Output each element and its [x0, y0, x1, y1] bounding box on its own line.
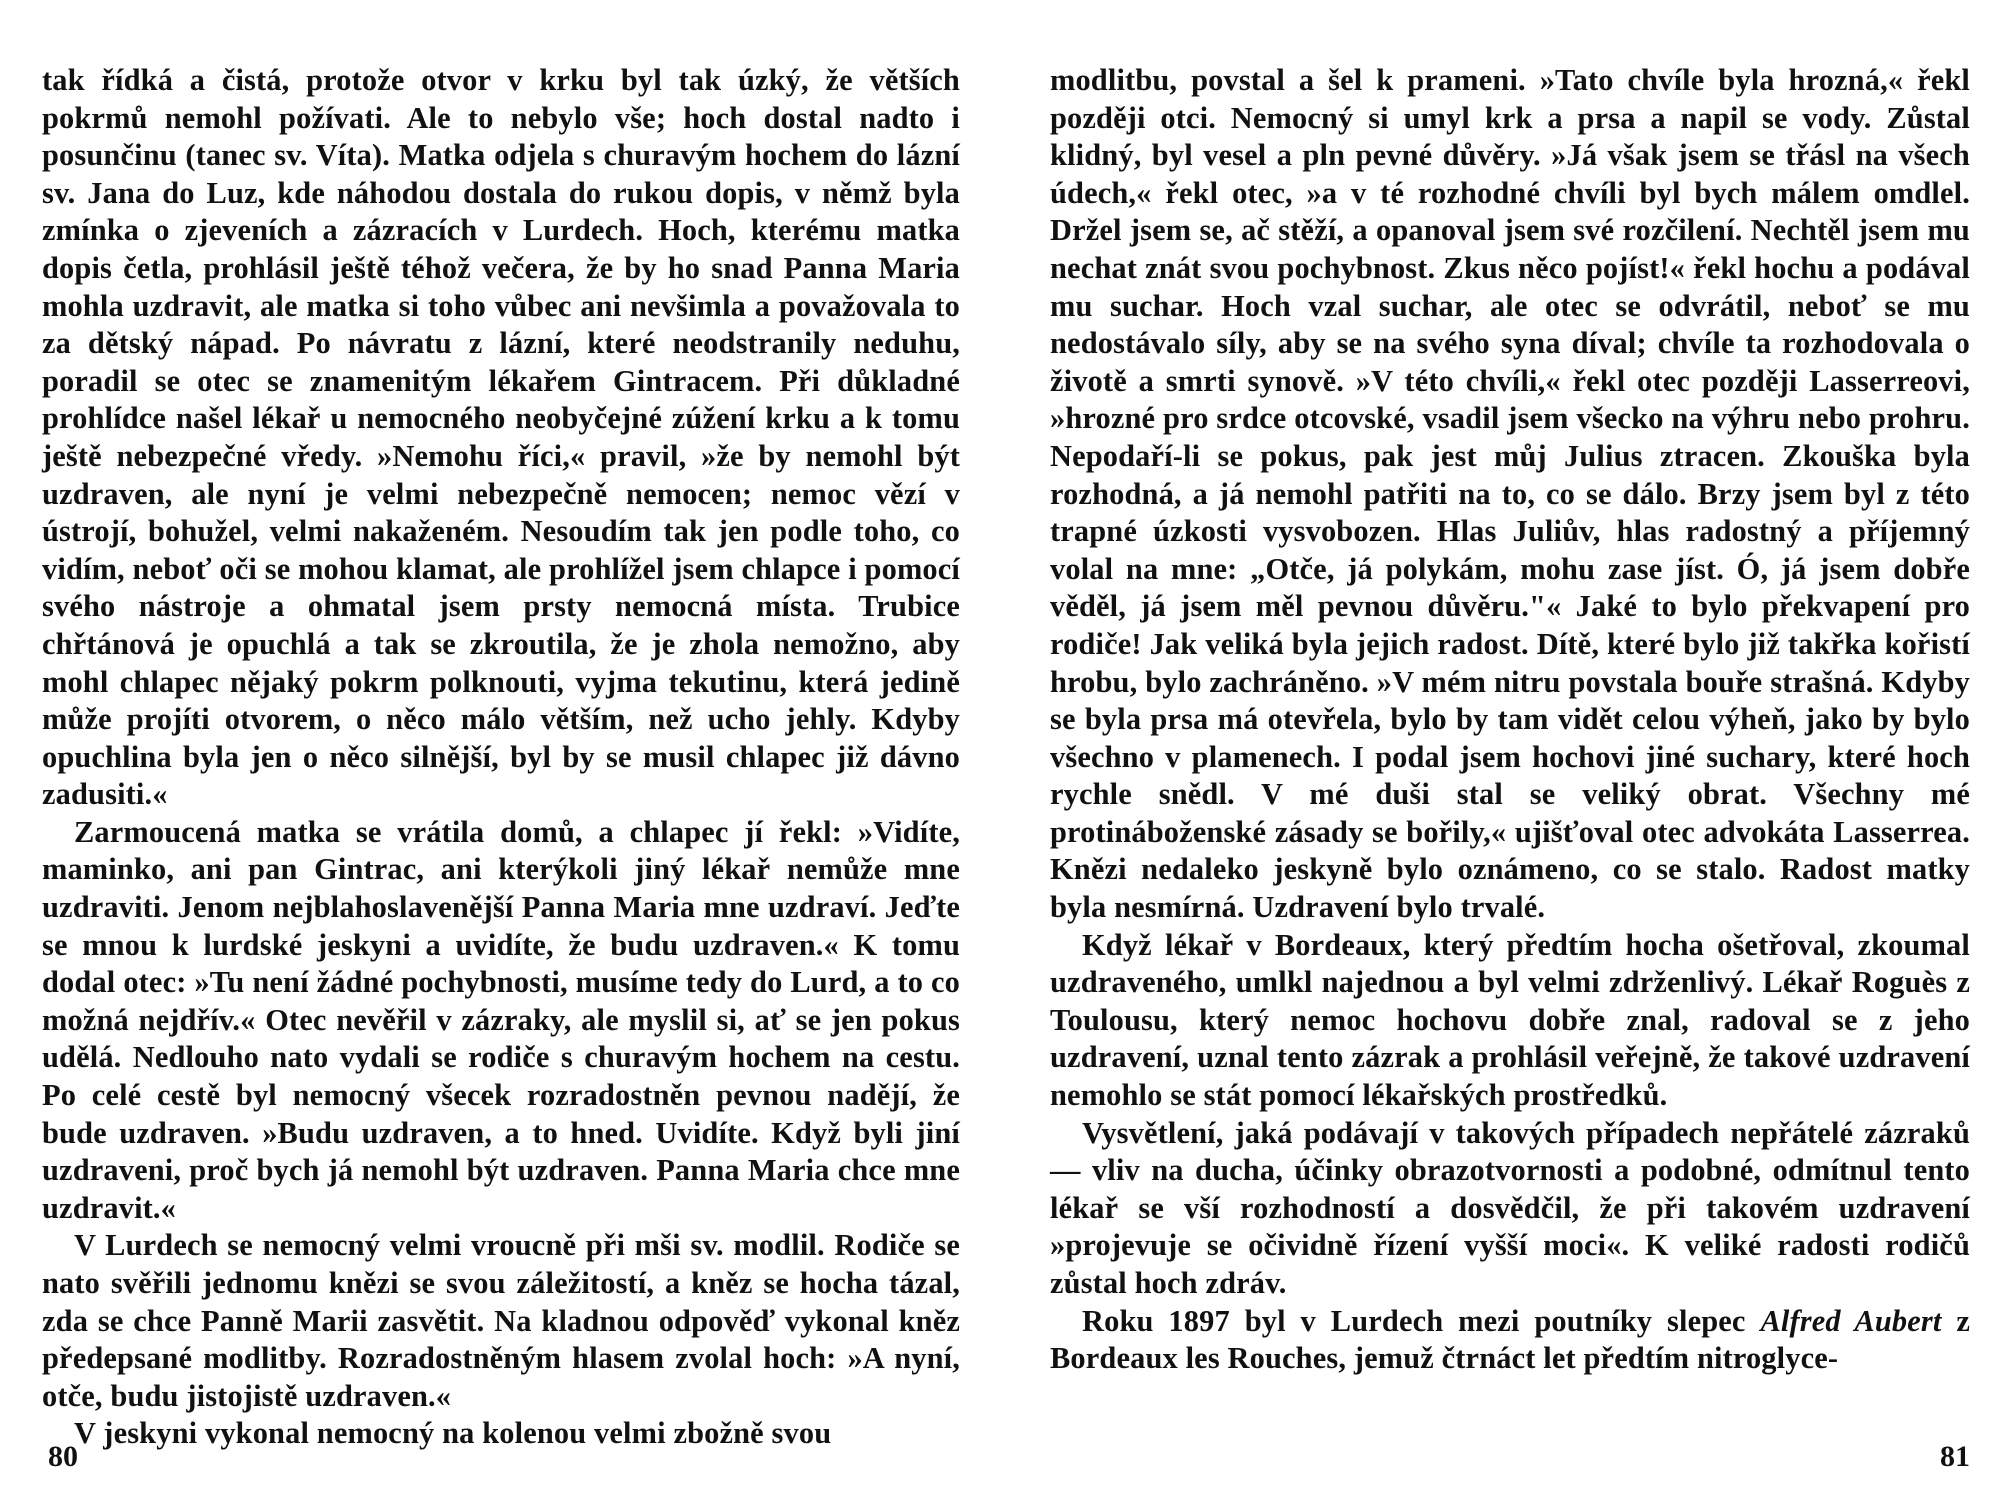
- right-paragraph-2: Když lékař v Bordeaux, který předtím hocha ošetřoval, zkoumal uzdraveného, umlkl najednou a byl velmi zdrženlivý. Lékař Roguès z Toulousu, který nemoc hochovu dobře znal, radoval se z jeho uzdravení, uznal tento zázrak a prohlásil veřejně, že takové uzdravení nemohlo se stát pomocí lékařských prostředků.: [1050, 927, 1970, 1113]
- left-paragraph-2: Zarmoucená matka se vrátila domů, a chlapec jí řekl: »Vidíte, maminko, ani pan Gintrac, ani kterýkoli jiný lékař nemůže mne uzdraviti. Jenom nejblahoslavenější Panna Maria mne uzdraví. Jeďte se mnou k lurdské jeskyni a uvidíte, že budu uzdraven.« K tomu dodal otec: »Tu není žádné pochybnosti, musíme tedy do Lurd, a to co možná nejdřív.« Otec nevěřil v zázraky, ale myslil si, ať se jen pokus udělá. Nedlouho nato vydali se rodiče s churavým hochem na cestu. Po celé cestě byl nemocný všecek rozradostněn pevnou nadějí, že bude uzdraven. »Budu uzdraven, a to hned. Uvidíte. Když byli jiní uzdraveni, proč bych já nemohl být uzdraven. Panna Maria chce mne uzdravit.«: [42, 814, 960, 1225]
- right-page: [1050, 62, 1970, 1378]
- right-paragraph-4: [1050, 1303, 1970, 1378]
- paragraph-text-before: Roku 1897 byl v Lurdech mezi poutníky slepec: [1082, 1303, 1761, 1338]
- page-number-left: 80: [48, 1440, 78, 1473]
- page-number-right: 81: [1940, 1440, 1970, 1473]
- paragraph-text-after: z Bordeaux les Rouches, jemuž čtrnáct let předtím nitroglyce-: [1050, 1303, 1970, 1376]
- right-paragraph-3: Vysvětlení, jaká podávají v takových případech nepřátelé zázraků — vliv na ducha, účinky obrazotvornosti a podobné, odmítnul tento lékař se vší rozhodností a dosvědčil, že při takovém uzdravení »projevuje se očividně řízení vyšší moci«. K veliké radosti rodičů zůstal hoch zdráv.: [1050, 1115, 1970, 1300]
- left-paragraph-1: tak řídká a čistá, protože otvor v krku byl tak úzký, že větších pokrmů nemohl požívati. Ale to nebylo vše; hoch dostal nadto i posunčinu (tanec sv. Víta). Matka odjela s churavým hochem do lázní sv. Jana do Luz, kde náhodou dostala do rukou dopis, v němž byla zmínka o zjeveních a zázracích v Lurdech. Hoch, kterému matka dopis četla, prohlásil ještě téhož večera, že by ho snad Panna Maria mohla uzdravit, ale matka si toho vůbec ani nevšimla a považovala to za dětský nápad. Po návratu z lázní, které neodstranily neduhu, poradil se otec se znamenitým lékařem Gintracem. Při důkladné prohlídce našel lékař u nemocného neobyčejné zúžení krku a k tomu ještě nebezpečné vředy. »Nemohu říci,« pravil, »že by nemohl být uzdraven, ale nyní je velmi nebezpečně nemocen; nemoc vězí v ústrojí, bohužel, velmi nakaženém. Nesoudím tak jen podle toho, co vidím, neboť oči se mohou klamat, ale prohlížel jsem chlapce i pomocí svého nástroje a ohmatal jsem prsty nemocná místa. Trubice chřtánová je opuchlá a tak se zkroutila, že je zhola nemožno, aby mohl chlapec nějaký pokrm polknouti, vyjma tekutinu, která jedině může projíti otvorem, o něco málo větším, než ucho jehly. Kdyby opuchlina byla jen o něco silnější, byl by se musil chlapec již dávno zadusiti.«: [42, 63, 960, 812]
- right-paragraph-1: modlitbu, povstal a šel k prameni. »Tato chvíle byla hrozná,« řekl později otci. Nemocný si umyl krk a prsa a napil se vody. Zůstal klidný, byl vesel a pln pevné důvěry. »Já však jsem se třásl na všech údech,« řekl otec, »a v té rozhodné chvíli byl bych málem omdlel. Držel jsem se, ač stěží, a opanoval jsem své rozčilení. Nechtěl jsem mu nechat znát svou pochybnost. Zkus něco pojíst!« řekl hochu a podával mu suchar. Hoch vzal suchar, ale otec se odvrátil, neboť se mu nedostávalo síly, aby se na svého syna díval; chvíle ta rozhodovala o životě a smrti synově. »V této chvíli,« řekl otec později Lasserreovi, »hrozné pro srdce otcovské, vsadil jsem všecko na výhru nebo prohru. Nepodaří-li se pokus, pak jest můj Julius ztracen. Zkouška byla rozhodná, a já nemohl patřiti na to, co se dálo. Brzy jsem byl z této trapné úzkosti vysvobozen. Hlas Juliův, hlas radostný a příjemný volal na mne: „Otče, já polykám, mohu zase jíst. Ó, já jsem dobře věděl, já jsem měl pevnou důvěru."« Jaké to bylo překvapení pro rodiče! Jak veliká byla jejich radost. Dítě, které bylo již takřka kořistí hrobu, bylo zachráněno. »V mém nitru povstala bouře strašná. Kdyby se byla prsa má otevřela, bylo by tam vidět celou výheň, jako by bylo všechno v plamenech. I podal jsem hochovi jiné suchary, které hoch rychle snědl. V mé duši stal se veliký obrat. Všechny mé protináboženské zásady se bořily,« ujišťoval otec advokáta Lasserrea. Knězi nedaleko jeskyně bylo oznámeno, co se stalo. Radost matky byla nesmírná. Uzdravení bylo trvalé.: [1050, 63, 1970, 925]
- left-paragraph-4: V jeskyni vykonal nemocný na kolenou velmi zbožně svou: [74, 1416, 832, 1451]
- person-name: Alfred Aubert: [1760, 1303, 1942, 1338]
- left-page: [42, 62, 960, 1453]
- left-paragraph-3: V Lurdech se nemocný velmi vroucně při mši sv. modlil. Rodiče se nato svěřili jednomu knězi se svou záležitostí, a kněz se hocha tázal, zda se chce Panně Marii zasvětit. Na kladnou odpověď vykonal kněz předepsané modlitby. Rozradostněným hlasem zvolal hoch: »A nyní, otče, budu jistojistě uzdraven.«: [42, 1228, 960, 1413]
